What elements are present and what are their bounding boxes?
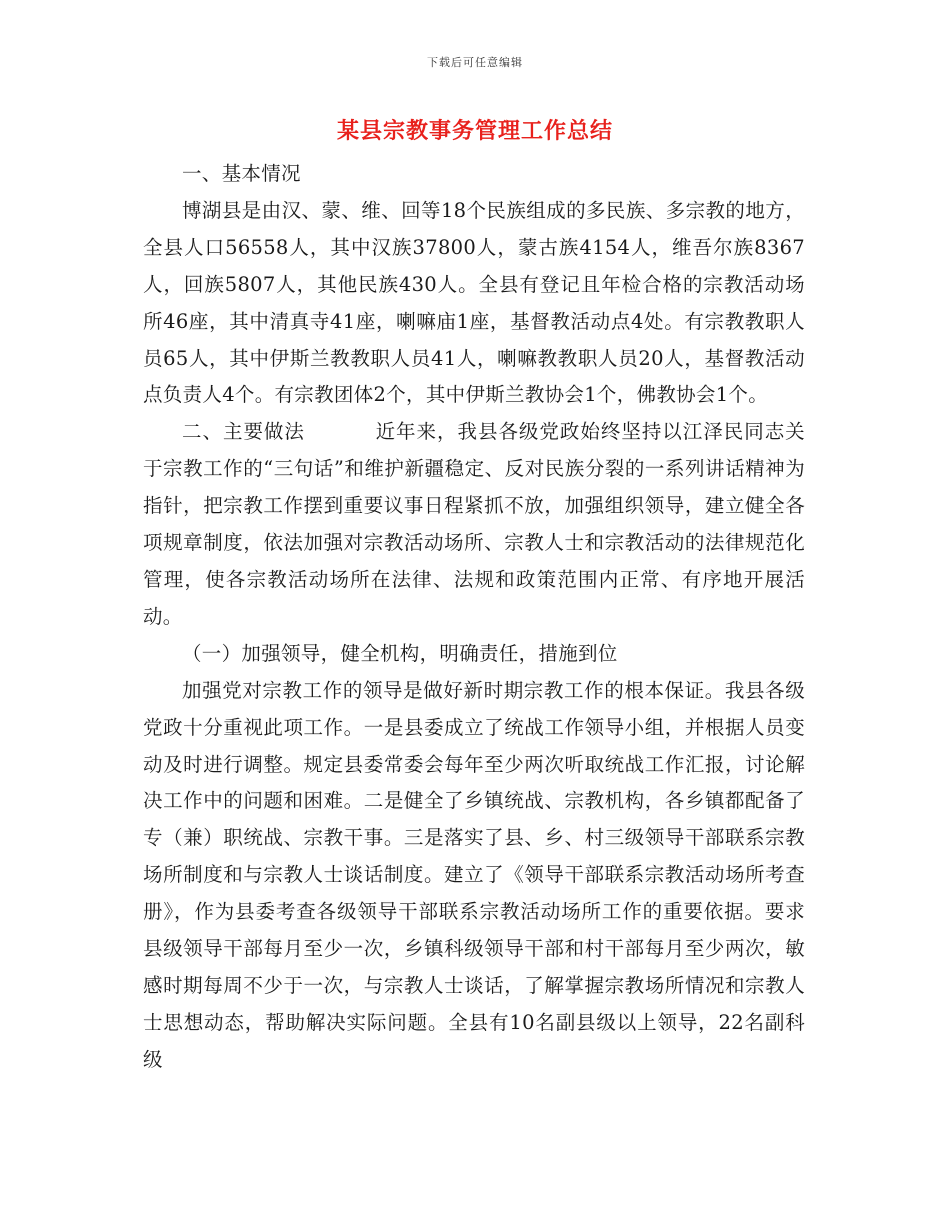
section-heading-main-practices: 二、主要做法 (182, 420, 305, 444)
document-title: 某县宗教事务管理工作总结 (336, 118, 613, 144)
paragraph-main-practices (143, 414, 805, 635)
document-body (143, 156, 805, 1079)
paragraph-basic-situation: 博湖县是由汉、蒙、维、回等18个民族组成的多民族、多宗教的地方，全县人口56558人，其中汉族37800人，蒙古族4154人，维吾尔族8367人，回族5807人，其他民族430人。全县有登记且年检合格的宗教活动场所46座，其中清真寺41座，喇嘛庙1座，基督教活动点4处。有宗教教职人员65人，其中伊斯兰教教职人员41人，喇嘛教教职人员20人，基督教活动点负责人4个。有宗教团体2个，其中伊斯兰教协会1个，佛教协会1个。 (143, 198, 805, 407)
subsection-heading-leadership: （一）加强领导，健全机构，明确责任，措施到位 (182, 641, 618, 665)
page-header-note: 下载后可任意编辑 (427, 56, 523, 69)
section-heading-basic-situation: 一、基本情况 (182, 162, 301, 185)
paragraph-leadership: 加强党对宗教工作的领导是做好新时期宗教工作的根本保证。我县各级党政十分重视此项工作。一是县委成立了统战工作领导小组，并根据人员变动及时进行调整。规定县委常委会每年至少两次听取统战工作汇报，讨论解决工作中的问题和困难。二是健全了乡镇统战、宗教机构，各乡镇都配备了专（兼）职统战、宗教干事。三是落实了县、乡、村三级领导干部联系宗教场所制度和与宗教人士谈话制度。建立了《领导干部联系宗教活动场所考查册》，作为县委考查各级领导干部联系宗教活动场所工作的重要依据。要求县级领导干部每月至少一次，乡镇科级领导干部和村干部每月至少两次，敏感时期每周不少于一次，与宗教人士谈话，了解掌握宗教场所情况和宗教人士思想动态，帮助解决实际问题。全县有10名副县级以上领导，22名副科级 (143, 678, 805, 1071)
paragraph-main-practices-text: 近年来，我县各级党政始终坚持以江泽民同志关于宗教工作的“三句话”和维护新疆稳定、反对民族分裂的一系列讲话精神为指针，把宗教工作摆到重要议事日程紧抓不放，加强组织领导，建立健全各项规章制度，依法加强对宗教活动场所、宗教人士和宗教活动的法律规范化管理，使各宗教活动场所在法律、法规和政策范围内正常、有序地开展活动。 (143, 420, 805, 628)
